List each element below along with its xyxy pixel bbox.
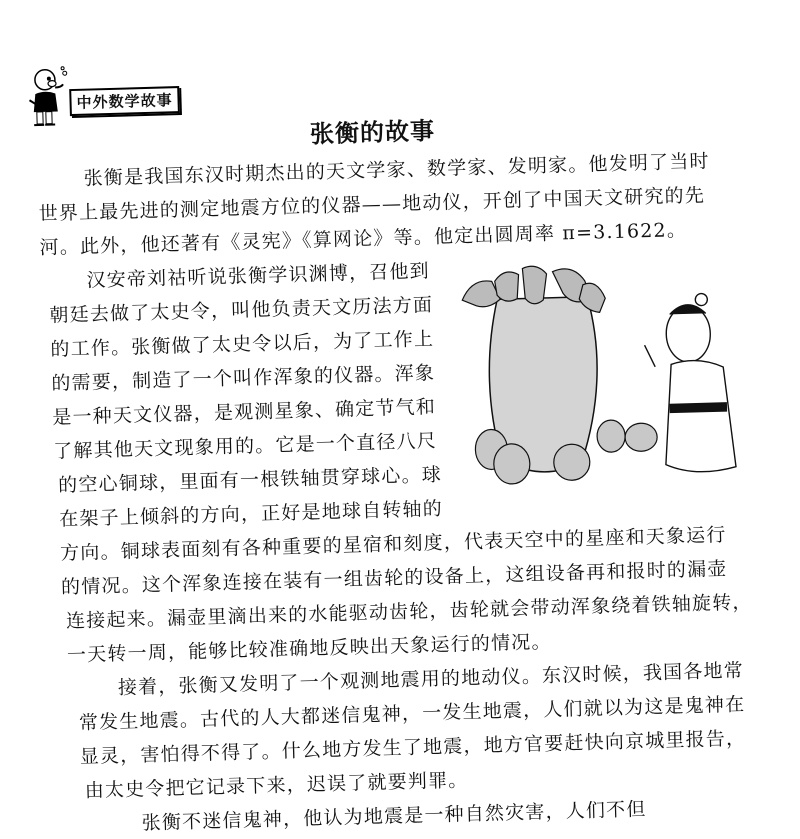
text-line: 常发生地震。古代的人大都迷信鬼神，一发生地震，人们就以为这是鬼神在 [78, 693, 746, 735]
text-line: 显灵，害怕得不得了。什么地方发生了地震，地方官要赶快向京城里报告， [79, 727, 747, 769]
text-line: 张衡是我国东汉时期杰出的天文学家、数学家、发明家。他发明了当时 [83, 150, 710, 190]
text-line: 的需要，制造了一个叫作浑象的仪器。浑象 [51, 362, 436, 395]
text-line: 一天转一周，能够比较准确地反映出天象运行的情况。 [66, 630, 552, 667]
text-line: 了解其他天文现象用的。它是一个直径八尺 [53, 429, 438, 463]
text-line: 是一种天文仪器，是观测星象、确定节气和 [52, 396, 437, 429]
text-line: 接着，张衡又发明了一个观测地震用的地动仪。东汉时候，我国各地常 [117, 659, 745, 699]
text-line: 在架子上倾斜的方向，正好是地球自转轴的 [58, 497, 444, 531]
article-title: 张衡的故事 [309, 116, 436, 149]
text-line: 方向。铜球表面刻有各种重要的星宿和刻度，代表天空中的星座和天象运行 [59, 523, 727, 565]
text-line: 连接起来。漏壶里滴出来的水能驱动齿轮，齿轮就会带动浑象绕着铁轴旋转， [65, 591, 753, 633]
text-line: 由太史令把它记录下来，迟误了就要判罪。 [84, 769, 469, 802]
text-line: 的工作。张衡做了太史令以后，为了工作上 [50, 328, 435, 361]
text-line: 朝廷去做了太史令，叫他负责天文历法方面 [49, 294, 434, 327]
seismograph-illustration [456, 252, 752, 492]
text-line: 张衡不迷信鬼神，他认为地震是一种自然灾害，人们不但 [141, 798, 647, 835]
text-line: 世界上最先进的测定地震方位的仪器——地动仪，开创了中国天文研究的先 [38, 184, 706, 226]
text-line: 河。此外，他还著有《灵宪》《算网论》等。他定出圆周率 π=3.1622。 [39, 218, 688, 259]
text-line: 的情况。这个浑象连接在装有一组齿轮的设备上，这组设备再和报时的漏壶 [60, 557, 728, 599]
text-line: 汉安帝刘祜听说张衡学识渊博，召他到 [86, 260, 431, 292]
series-label: 中外数学故事 [69, 86, 180, 116]
zhang-heng-figure-icon [643, 293, 736, 474]
mascot-old-man-icon [27, 65, 75, 128]
text-line: 的空心铜球，里面有一根铁轴贯穿球心。球 [57, 463, 443, 497]
